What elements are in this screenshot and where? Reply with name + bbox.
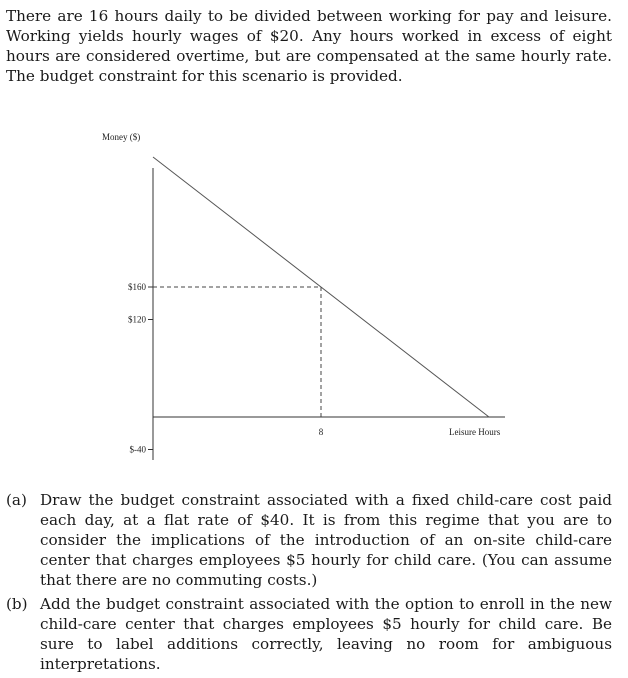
question-a-label: (a) bbox=[6, 491, 27, 509]
y-tick-label: $160 bbox=[128, 282, 146, 292]
question-b bbox=[6, 594, 612, 674]
budget-constraint-chart bbox=[0, 120, 628, 480]
question-b-label: (b) bbox=[6, 595, 28, 613]
chart-marks bbox=[128, 157, 489, 455]
y-tick-label: $120 bbox=[128, 314, 146, 325]
x-tick-label: 8 bbox=[318, 427, 324, 437]
intro-paragraph: There are 16 hours daily to be divided between working for pay and leisure. Working yields hourly wages of $20. Any hours worked in excess of eight hours are considered overtime, but are compensated at the same hourly rate. The budget constraint for this scenario is provided. bbox=[6, 7, 612, 85]
question-a-text: Draw the budget constraint associated with a fixed child-care cost paid each day, at a flat rate of $40. It is from this regime that you are to consider the implications of the introduction of an on-site child-care center that charges employees $5 hourly for child care. (You can assume that there are no commuting costs.) bbox=[40, 491, 612, 589]
y-tick-label: $-40 bbox=[129, 444, 146, 455]
question-a bbox=[6, 490, 612, 590]
y-axis-label: Money ($) bbox=[102, 132, 141, 142]
question-b-text: Add the budget constraint associated with the option to enroll in the new child-care center that charges employees $5 hourly for child care. Be sure to label additions correctly, leaving no room for ambiguous interpretations. bbox=[40, 595, 612, 673]
x-axis-label: Leisure Hours bbox=[449, 427, 501, 437]
